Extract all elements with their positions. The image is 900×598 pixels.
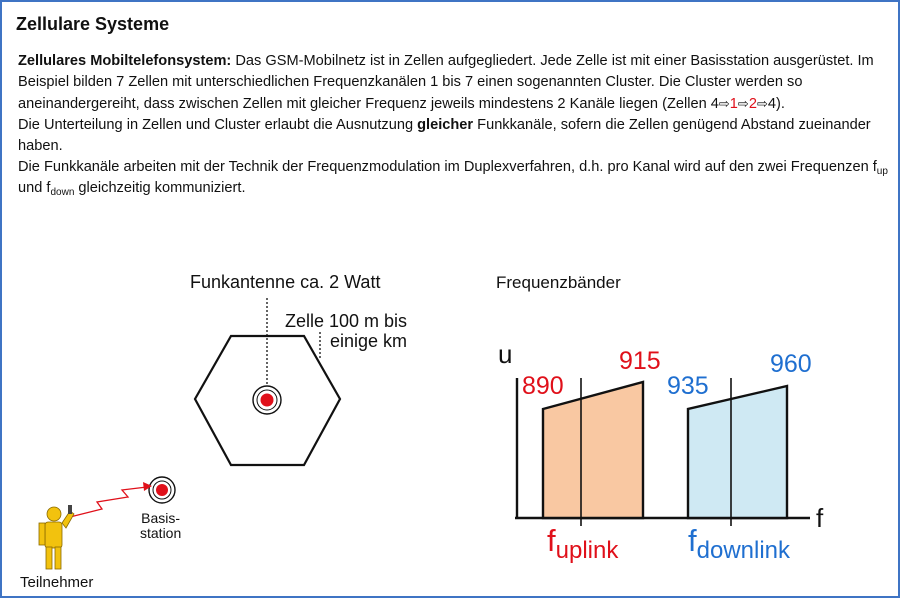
downlink-band bbox=[688, 386, 787, 518]
uplink-band bbox=[543, 382, 643, 518]
uplink-label: $f_{uplink}$ bbox=[547, 523, 619, 564]
cell-size-label: Zelle 100 m bis einige km bbox=[285, 311, 408, 351]
arrow-right-icon: ⇨ bbox=[737, 96, 749, 111]
lead-term: Zellulares Mobiltelefonsystem: bbox=[18, 53, 232, 69]
sequence-number: 1 bbox=[729, 96, 738, 112]
paragraph-3: Die Funkkanäle arbeiten mit der Technik der Frequenzmodulation im Duplexverfahren, d.h. pro Kanal wird auf den zwei Frequenzen $f_{up}$ und $f_{down}$ gleichzeitig kommuniziert. bbox=[18, 159, 888, 198]
base-station-label: Basis- station bbox=[140, 510, 182, 541]
uplink-start-freq: 890 bbox=[522, 372, 564, 400]
subscriber-person-icon bbox=[39, 507, 74, 569]
downlink-end-freq: 960 bbox=[770, 350, 812, 378]
arrow-right-icon: ⇨ bbox=[718, 96, 730, 111]
downlink-label: $f_{downlink}$ bbox=[688, 523, 791, 564]
sequence-number: 2 bbox=[748, 96, 757, 112]
subscriber-label: Teilnehmer bbox=[20, 574, 94, 591]
band-diagram-title: Frequenzbänder bbox=[496, 273, 621, 292]
radio-link-icon bbox=[70, 487, 147, 517]
page-title: Zellulare Systeme bbox=[16, 14, 170, 34]
antenna-label: Funkantenne ca. 2 Watt bbox=[190, 272, 381, 292]
paragraph-2: Die Unterteilung in Zellen und Cluster erlaubt die Ausnutzung gleicher Funkkanäle, sofern die Zellen genügend Abstand zueinander haben. bbox=[18, 117, 871, 154]
x-axis-label: f bbox=[816, 503, 824, 533]
arrow-right-icon: ⇨ bbox=[756, 96, 768, 111]
base-station-icon bbox=[149, 477, 175, 503]
phone-icon bbox=[68, 505, 72, 514]
figure-canvas bbox=[2, 2, 898, 596]
antenna-icon bbox=[253, 386, 281, 414]
paragraph-1: Zellulares Mobiltelefonsystem: Das GSM-Mobilnetz ist in Zellen aufgegliedert. Jede Zelle ist mit einer Basisstation ausgerüstet. Im Beispiel bilden 7 Zellen mit unterschiedlichen Frequenzkanälen 1 bis 7 einen sogenannten Cluster. Die Cluster werden so aneinandergereiht, dass zwischen Zellen mit gleicher Frequenz jeweils mindestens 2 Kanäle liegen (Zellen 4⇨1⇨2⇨4). bbox=[18, 53, 874, 112]
y-axis-label: u bbox=[498, 339, 513, 369]
downlink-start-freq: 935 bbox=[667, 372, 709, 400]
uplink-end-freq: 915 bbox=[619, 347, 661, 375]
